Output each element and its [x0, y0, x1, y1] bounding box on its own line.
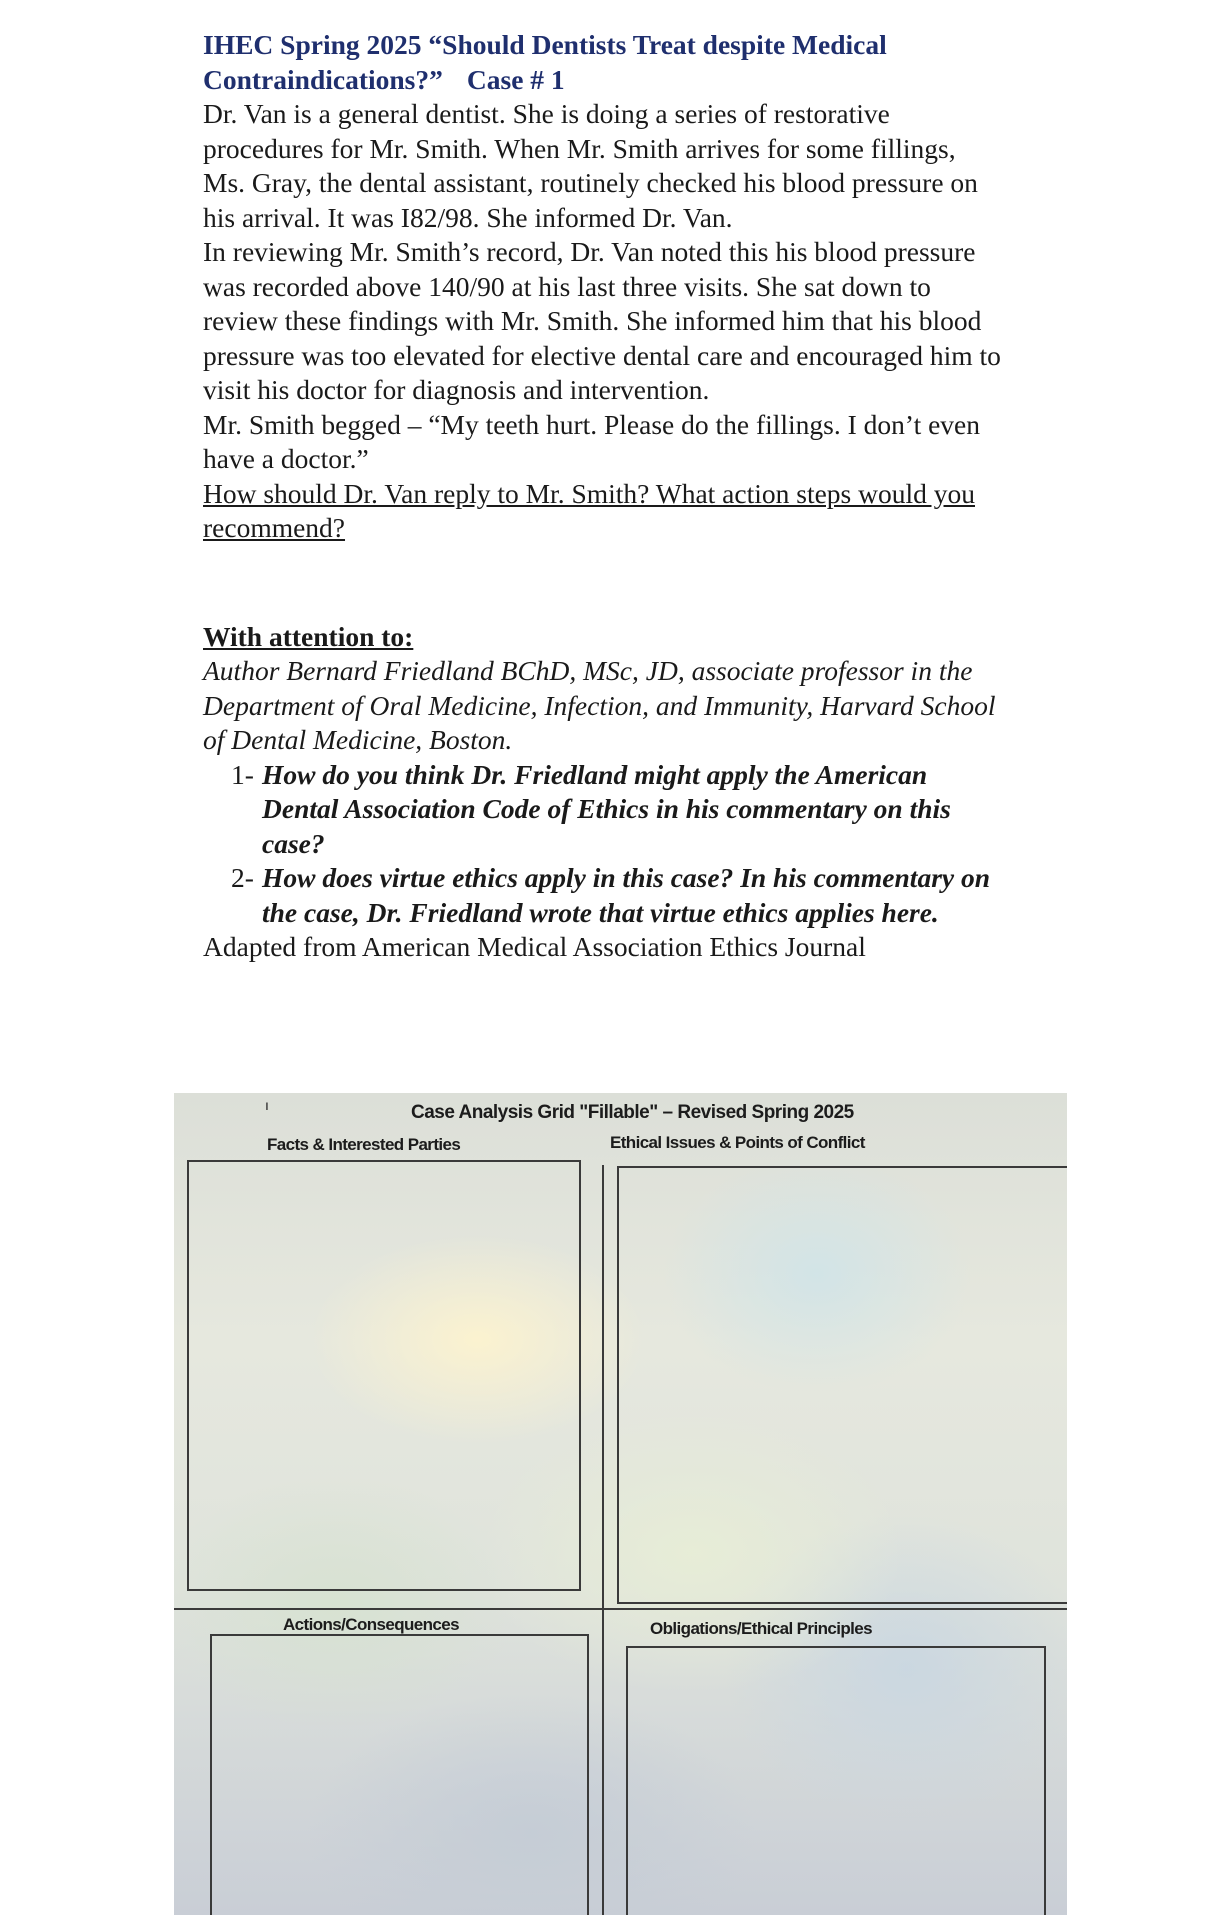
- scan-mark: ı: [265, 1097, 269, 1113]
- question-item-2: [203, 861, 1003, 930]
- case-paragraph-3: Mr. Smith begged – “My teeth hurt. Please do the fillings. I don’t even have a doctor.”: [203, 408, 981, 474]
- title-main: IHEC Spring 2025 “Should Dentists Treat despite Medical Contraindications?”: [203, 29, 887, 95]
- question-text: How do you think Dr. Friedland might apply the American Dental Association Code of Ethics in his commentary on this case?: [262, 758, 951, 859]
- obligations-box[interactable]: [626, 1646, 1046, 1915]
- case-analysis-grid-photo: [174, 1093, 1067, 1915]
- question-item-1: [203, 758, 1003, 862]
- attention-heading: With attention to:: [203, 620, 414, 652]
- question-number: 2-: [231, 862, 254, 893]
- label-ethical-issues: Ethical Issues & Points of Conflict: [610, 1133, 865, 1152]
- ethical-issues-box[interactable]: [617, 1166, 1067, 1604]
- adapted-source: Adapted from American Medical Association Ethics Journal: [203, 931, 866, 962]
- grid-title: Case Analysis Grid "Fillable" – Revised Spring 2025: [411, 1102, 854, 1123]
- label-obligations: Obligations/Ethical Principles: [650, 1619, 872, 1638]
- title-case-number: Case # 1: [466, 63, 565, 95]
- question-text: How does virtue ethics apply in this case? In his commentary on the case, Dr. Friedland wrote that virtue ethics applies here.: [262, 862, 991, 928]
- document-title: [203, 28, 1003, 97]
- author-info: Author Bernard Friedland BChD, MSc, JD, associate professor in the Department of Oral Medicine, Infection, and Immunity, Harvard School of Dental Medicine, Boston.: [203, 655, 996, 755]
- actions-box[interactable]: [210, 1634, 589, 1915]
- case-paragraph-2: In reviewing Mr. Smith’s record, Dr. Van noted this his blood pressure was recorded above 140/90 at his last three visits. She sat down to review these findings with Mr. Smith. She informed him that his blood pressure was too elevated for elective dental care and encouraged him to visit his doctor for diagnosis and intervention.: [203, 236, 1001, 405]
- label-facts: Facts & Interested Parties: [267, 1135, 461, 1154]
- question-list: [203, 758, 1003, 931]
- case-document: [203, 28, 1003, 965]
- label-actions: Actions/Consequences: [283, 1615, 459, 1634]
- horizontal-divider: [174, 1608, 1067, 1610]
- facts-box[interactable]: [187, 1160, 581, 1591]
- vertical-divider: [602, 1165, 604, 1915]
- question-number: 1-: [231, 758, 254, 790]
- case-question: How should Dr. Van reply to Mr. Smith? What action steps would you recommend?: [203, 477, 975, 543]
- case-paragraph-1: Dr. Van is a general dentist. She is doing a series of restorative procedures for Mr. Smith. When Mr. Smith arrives for some fillings, Ms. Gray, the dental assistant, routinely checked his blood pressure on his arrival. It was I82/98. She informed Dr. Van.: [203, 98, 978, 233]
